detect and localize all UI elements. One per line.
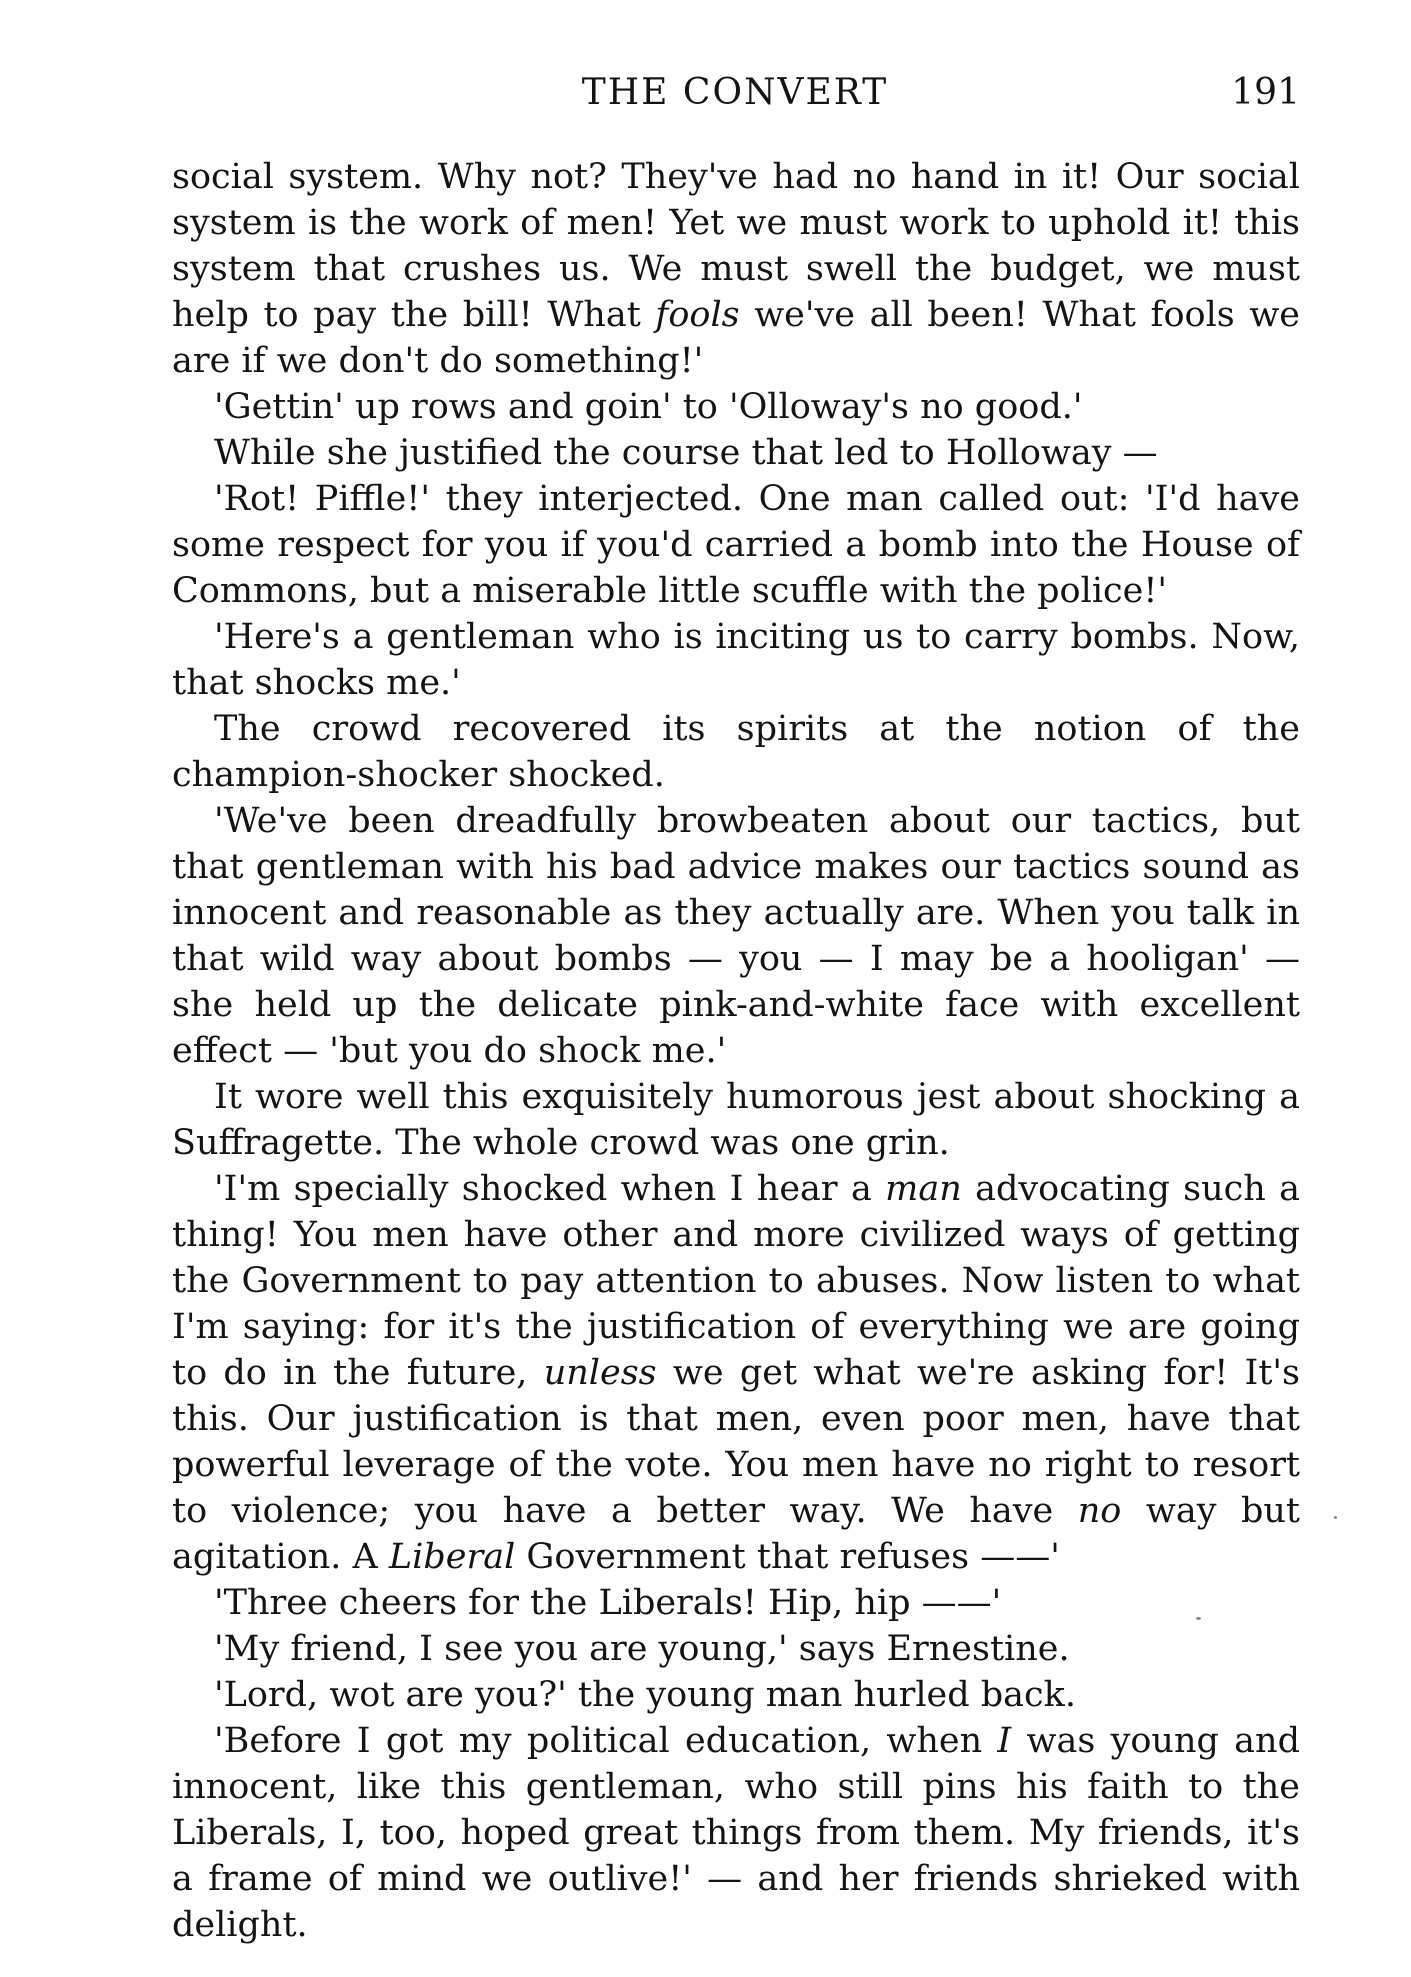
paragraph-continued: social system. Why not? They've had no hand in it! Our social system is the work of men! Yet we must work to uphold it! this system that crushes us. We must swell the budget, we must help to pay the bill! What fools we've all been! What fools we are if we don't do something!'	[172, 157, 1300, 381]
page-number: 191	[1231, 72, 1300, 113]
paragraph: 'Here's a gentleman who is inciting us to carry bombs. Now, that shocks me.'	[172, 617, 1300, 703]
paragraph: 'Rot! Piffle!' they interjected. One man called out: 'I'd have some respect for you if you'd carried a bomb into the House of Commons, but a miserable little scuffle with the police!'	[172, 479, 1300, 611]
print-speck	[1334, 1516, 1337, 1519]
running-head	[170, 68, 1300, 118]
paragraph: 'We've been dreadfully browbeaten about our tactics, but that gentleman with his bad advice makes our tactics sound as innocent and reasonable as they actually are. When you talk in that wild way about bombs — you — I may be a hooligan' — she held up the delicate pink-and-white face with excellent effect — 'but you do shock me.'	[172, 801, 1300, 1071]
running-title: THE CONVERT	[581, 72, 889, 113]
paragraph: 'Gettin' up rows and goin' to 'Olloway's no good.'	[214, 387, 1083, 427]
paragraph: It wore well this exquisitely humorous jest about shocking a Suffragette. The whole crowd was one grin.	[172, 1077, 1300, 1163]
paragraph: 'Lord, wot are you?' the young man hurled back.	[214, 1675, 1076, 1715]
body-text	[172, 154, 1300, 1948]
paragraph: While she justified the course that led to Holloway —	[214, 433, 1158, 473]
print-speck	[1196, 1617, 1201, 1620]
paragraph: 'Three cheers for the Liberals! Hip, hip ——'	[214, 1583, 1002, 1623]
paragraph: 'I'm specially shocked when I hear a man advocating such a thing! You men have other and more civilized ways of getting the Government to pay attention to abuses. Now listen to what I'm saying: for it's the justification of everything we are going to do in the future, unless we get what we're asking for! It's this. Our justification is that men, even poor men, have that powerful leverage of the vote. You men have no right to resort to violence; you have a better way. We have no way but agitation. A Liberal Government that refuses ——'	[172, 1169, 1301, 1577]
paragraph: 'Before I got my political education, when I was young and innocent, like this gentleman, who still pins his faith to the Liberals, I, too, hoped great things from them. My friends, it's a frame of mind we outlive!' — and her friends shrieked with delight.	[172, 1721, 1300, 1945]
paragraph: The crowd recovered its spirits at the notion of the champion-shocker shocked.	[172, 709, 1300, 795]
paragraph: 'My friend, I see you are young,' says Ernestine.	[214, 1629, 1070, 1669]
